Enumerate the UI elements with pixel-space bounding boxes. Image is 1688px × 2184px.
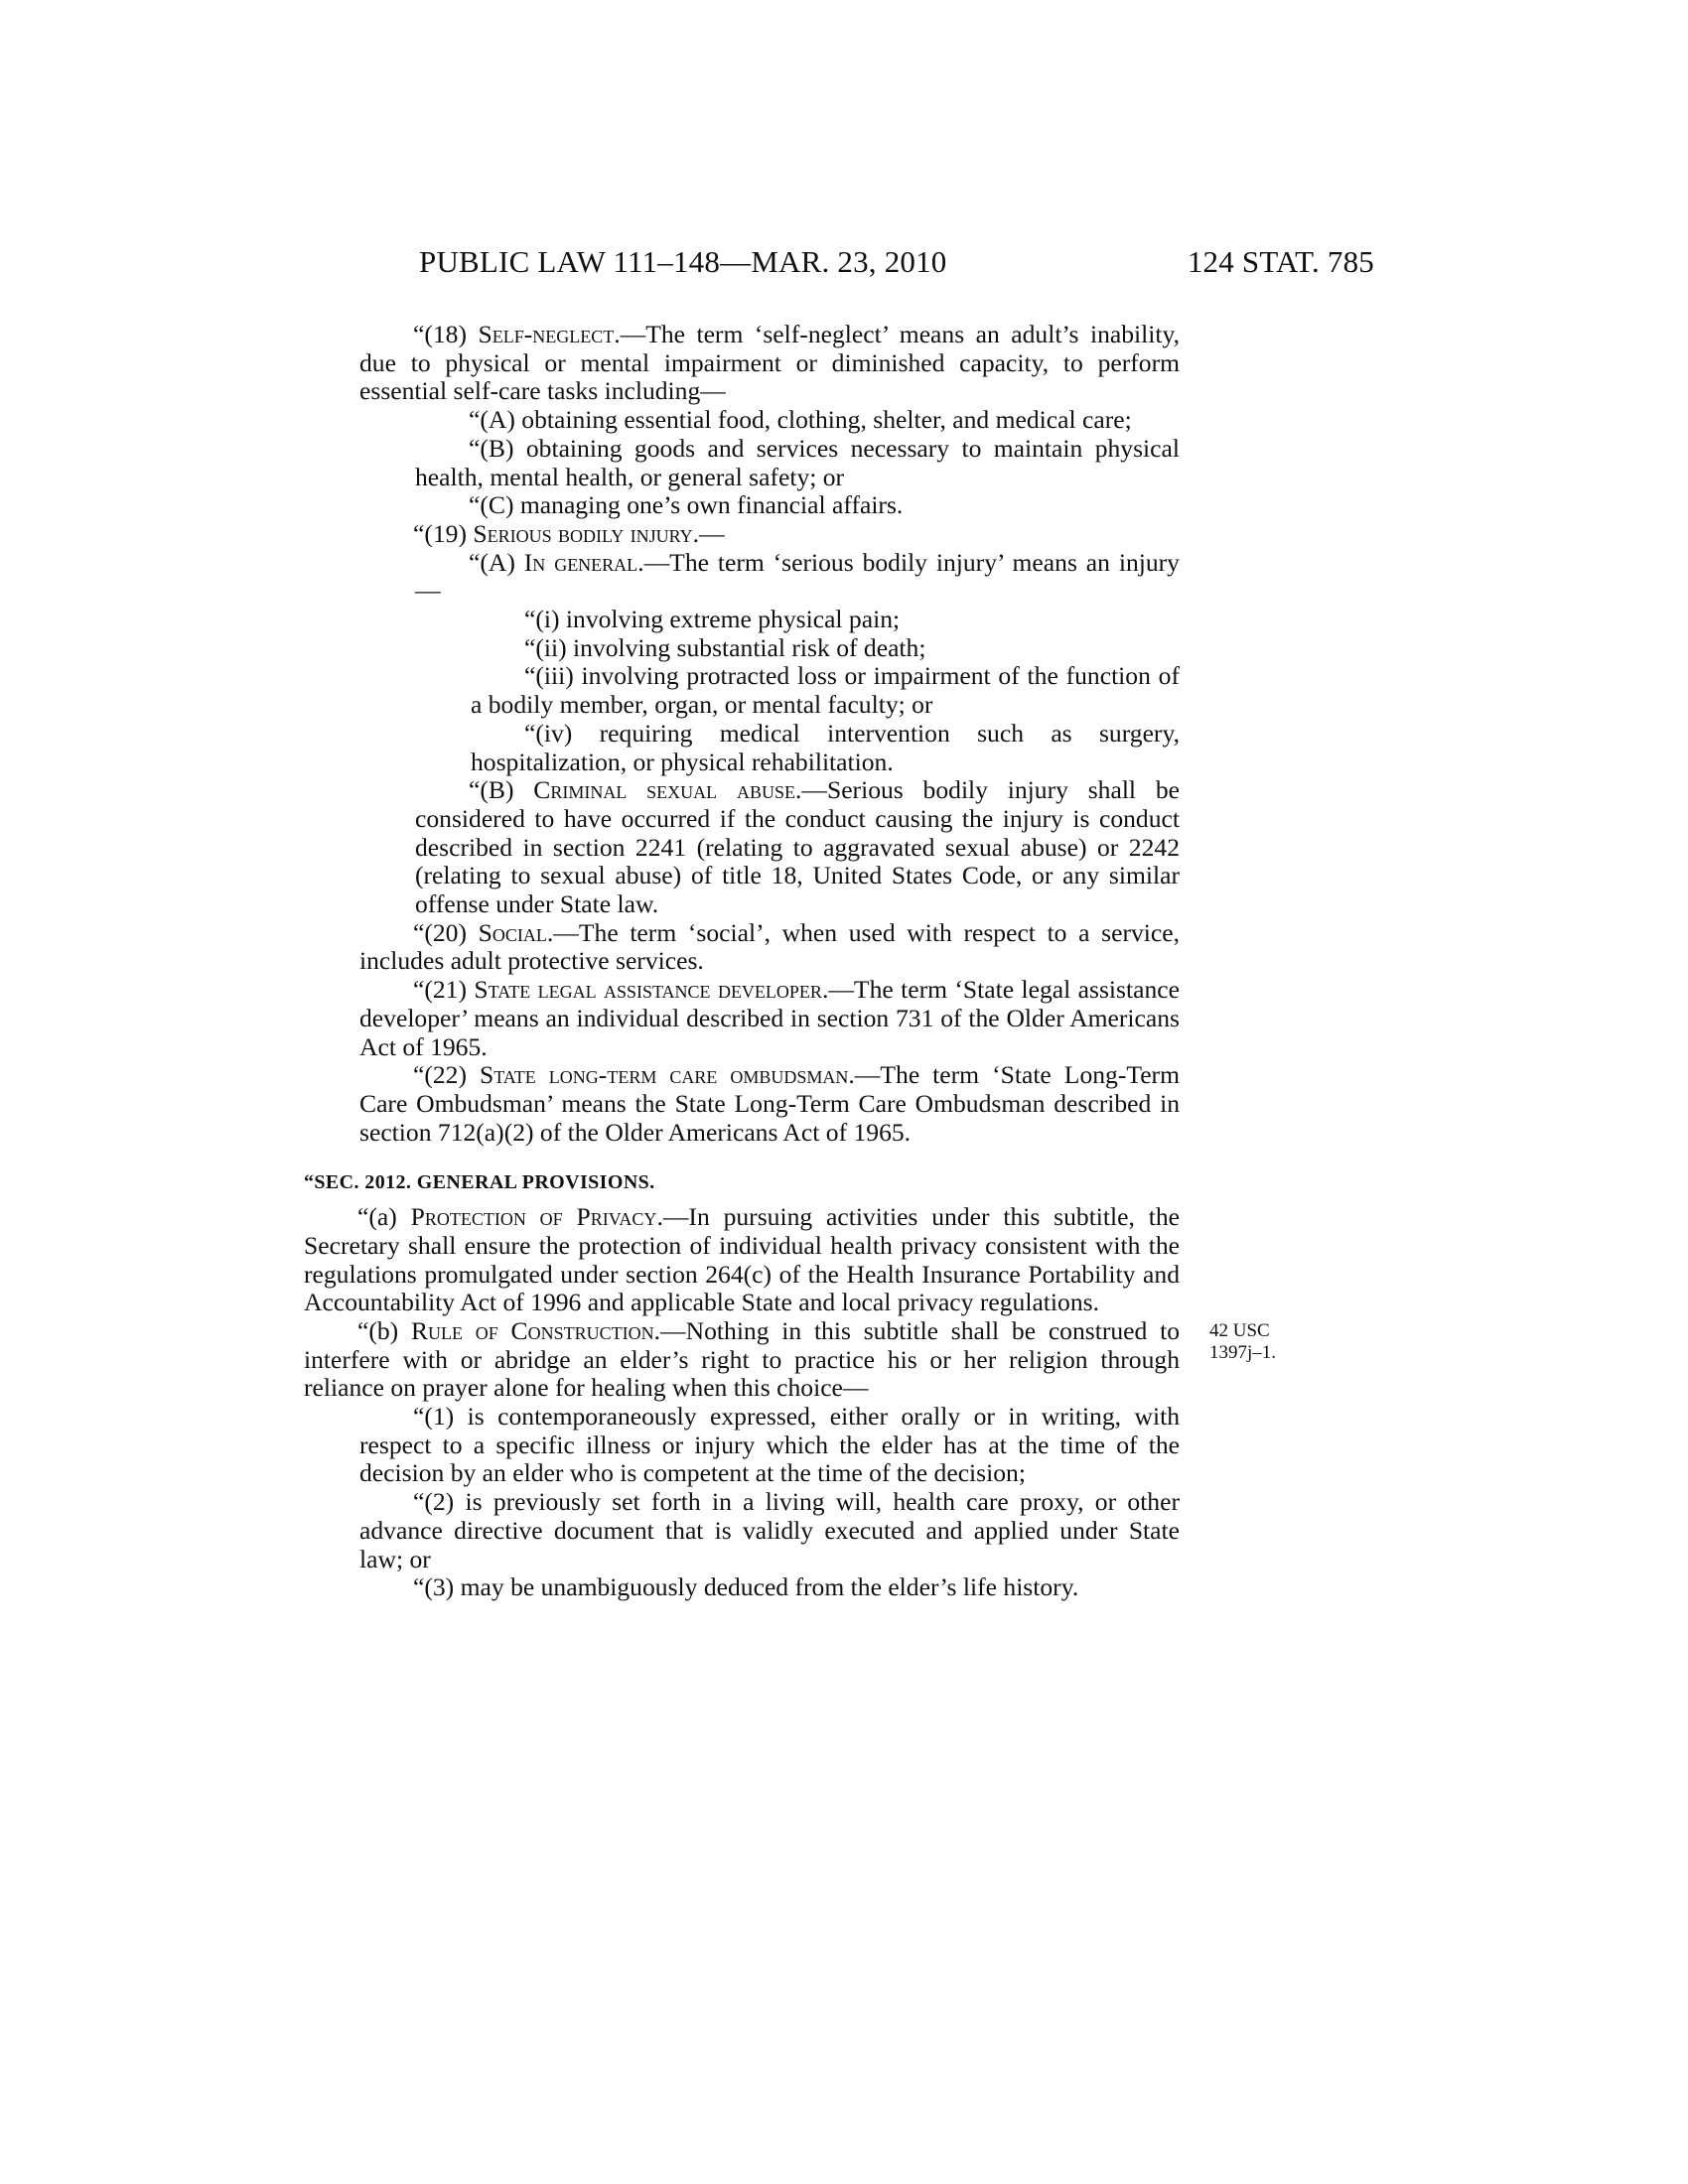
definitions-block [304, 321, 1180, 1147]
definition-19-a-iii: “(iii) involving protracted loss or impairment of the function of a bodily member, organ, or mental faculty; or [471, 661, 1180, 720]
definition-18-c: “(C) managing one’s own financial affairs. [469, 490, 904, 520]
margin-citation-line-2: 1397j–1. [1209, 1342, 1277, 1363]
definition-19-a-ii: “(ii) involving substantial risk of death; [524, 632, 926, 662]
definition-19-b: “(B) Criminal sexual abuse.—Serious bodily injury shall be considered to have occurred if the conduct causing the injury is conduct described in section 2241 (relating to aggravated sexual abuse) or 2242 (relating to sexual abuse) of title 18, United States Code, or any similar offense under State law. [415, 775, 1180, 919]
definition-18-b: “(B) obtaining goods and services necessary to maintain physical health, mental health, or general safety; or [415, 433, 1180, 491]
definition-19-a: “(A) In general.—The term ‘serious bodily injury’ means an injury— [415, 547, 1180, 606]
subsection-b-3: “(3) may be unambiguously deduced from the elder’s life history. [413, 1572, 1079, 1602]
statute-text [304, 321, 1180, 1602]
margin-citation [1209, 1320, 1319, 1364]
definition-20: “(20) Social.—The term ‘social’, when used with respect to a service, includes adult protective services. [359, 917, 1180, 976]
subsection-b-2: “(2) is previously set forth in a living will, health care proxy, or other advance directive document that is validly executed and applied under State law; or [359, 1487, 1180, 1573]
definition-19: “(19) Serious bodily injury.— [413, 518, 725, 548]
running-head: PUBLIC LAW 111–148—MAR. 23, 2010 [419, 244, 947, 279]
subsection-a: “(a) Protection of Privacy.—In pursuing activities under this subtitle, the Secretary shall ensure the protection of individual health privacy consistent with the regulations promulgated under section 264(c) of the Health Insurance Portability and Accountability Act of 1996 and applicable State and local privacy regulations. [304, 1202, 1180, 1317]
definition-22: “(22) State long-term care ombudsman.—The term ‘State Long-Term Care Ombudsman’ means the State Long-Term Care Ombudsman described in section 712(a)(2) of the Older Americans Act of 1965. [359, 1060, 1180, 1147]
definition-18: “(18) Self-neglect.—The term ‘self-neglect’ means an adult’s inability, due to physical or mental impairment or diminished capacity, to perform essential self-care tasks including— [359, 320, 1180, 406]
page-number: 124 STAT. 785 [1187, 244, 1374, 279]
subsection-b-1: “(1) is contemporaneously expressed, either orally or in writing, with respect to a specific illness or injury which the elder has at the time of the decision by an elder who is competent at the time of the decision; [359, 1402, 1180, 1488]
definition-19-a-iv: “(iv) requiring medical intervention such as surgery, hospitalization, or physical rehabilitation. [471, 718, 1180, 776]
definition-18-a: “(A) obtaining essential food, clothing, shelter, and medical care; [469, 405, 1132, 435]
definition-19-a-i: “(i) involving extreme physical pain; [524, 605, 901, 634]
definition-21: “(21) State legal assistance developer.—The term ‘State legal assistance developer’ means an individual described in section 731 of the Older Americans Act of 1965. [359, 975, 1180, 1061]
page-header [419, 244, 1374, 284]
section-heading: “SEC. 2012. GENERAL PROVISIONS. [304, 1171, 655, 1194]
subsection-b: “(b) Rule of Construction.—Nothing in this subtitle shall be construed to interfere with or abridge an elder’s right to practice his or her religion through reliance on prayer alone for healing when this choice— [304, 1315, 1180, 1403]
margin-citation-line-1: 42 USC [1209, 1320, 1270, 1341]
